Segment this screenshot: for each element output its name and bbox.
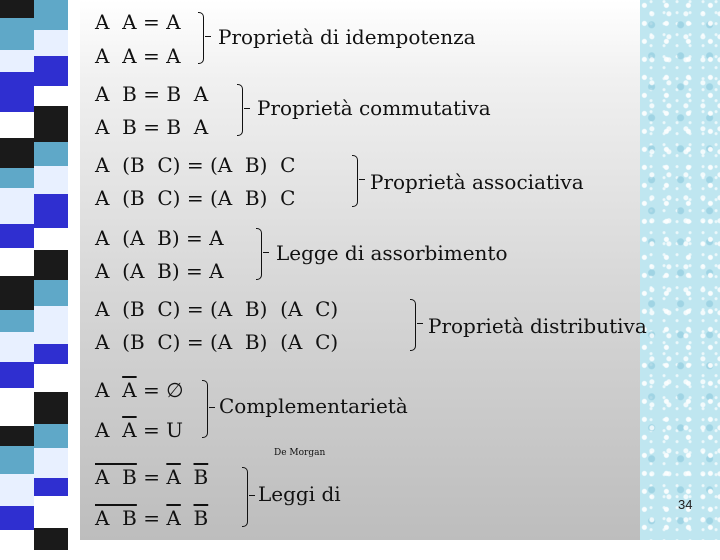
complement-expression: A B [95, 465, 137, 489]
formula-line [95, 418, 183, 442]
stripe-tile [34, 0, 68, 30]
stripe-tile [0, 426, 34, 446]
stripe-tile [34, 448, 68, 478]
complement-set: $\overline{A}$ [166, 506, 181, 530]
stripe-tile [0, 168, 34, 188]
brace-tip [209, 407, 215, 408]
stripe-tile [34, 280, 68, 306]
stripe-tile [34, 86, 68, 106]
formula-line: A A = A [95, 44, 181, 68]
complement-set: $\overline{B}$ [193, 465, 209, 489]
stripe-tile [34, 344, 68, 364]
formula-op [181, 465, 194, 489]
decorative-right-panel [640, 0, 720, 540]
stripe-tile [34, 478, 68, 496]
property-label: Proprietà di idempotenza [218, 25, 476, 49]
stripe-tile [34, 496, 68, 528]
formula-line: A B = B A [95, 82, 209, 106]
stripe-tile [0, 188, 34, 224]
formula-line: A (A B) = A [95, 226, 224, 250]
stripe-tile [34, 250, 68, 280]
complement-set: $\overline{A}$ [122, 418, 137, 442]
formula-line: A A = A [95, 10, 181, 34]
stripe-tile [34, 56, 68, 86]
stripe-tile [0, 276, 34, 310]
stripe-tile [0, 530, 34, 560]
stripe-tile [34, 30, 68, 56]
stripe-tile [34, 166, 68, 194]
formula-left: A [95, 418, 123, 442]
brace [237, 84, 243, 136]
complement-set: $\overline{B}$ [193, 506, 209, 530]
page-number: 34 [678, 497, 693, 512]
brace [202, 380, 208, 438]
brace-tip [205, 36, 211, 37]
brace [256, 228, 262, 280]
property-label: Legge di assorbimento [276, 241, 508, 265]
stripe-tile [0, 388, 34, 426]
stripe-tile [34, 364, 68, 392]
stripe-tile [0, 332, 34, 362]
stripe-tile [34, 106, 68, 142]
decorative-stripe [0, 0, 68, 540]
formula-right: = ∅ [136, 378, 184, 402]
note-label: De Morgan [274, 448, 326, 458]
property-label: Proprietà commutativa [257, 96, 491, 120]
brace [198, 12, 204, 64]
stripe-tile [0, 138, 34, 168]
stripe-tile [0, 446, 34, 474]
brace-tip [417, 323, 423, 324]
formula-line: A (B C) = (A B) C [95, 186, 296, 210]
stripe-tile [34, 424, 68, 448]
brace-tip [244, 108, 250, 109]
formula-op [181, 506, 194, 530]
stripe-tile [0, 506, 34, 530]
formula-line [95, 465, 208, 489]
stripe-tile [34, 142, 68, 166]
stripe-tile [34, 392, 68, 424]
stripe-tile [0, 18, 34, 50]
property-label: Proprietà distributiva [428, 314, 647, 338]
stripe-tile [0, 474, 34, 506]
complement-expression: A B [95, 506, 137, 530]
brace-tip [263, 252, 269, 253]
stripe-tile [0, 362, 34, 388]
formula-right: = U [136, 418, 183, 442]
stripe-tile [0, 112, 34, 138]
formula-line: A (A B) = A [95, 259, 224, 283]
formula-line: A (B C) = (A B) (A C) [95, 297, 339, 321]
formula-line [95, 378, 184, 402]
stripe-tile [34, 306, 68, 344]
stripe-tile [0, 224, 34, 248]
brace-tip [359, 179, 365, 180]
brace-tip [249, 495, 255, 496]
complement-set: $\overline{A}$ [166, 465, 181, 489]
stripe-tile [34, 194, 68, 228]
divider [68, 0, 80, 540]
property-label: Leggi di [258, 482, 341, 506]
formula-line: A (B C) = (A B) C [95, 153, 296, 177]
formula-line: A B = B A [95, 115, 209, 139]
stripe-tile [34, 228, 68, 250]
property-label: Proprietà associativa [370, 170, 584, 194]
stripe-tile [0, 72, 34, 112]
stripe-tile [0, 248, 34, 276]
stripe-tile [0, 310, 34, 332]
stripe-tile [0, 50, 34, 72]
formula-line: A (B C) = (A B) (A C) [95, 330, 339, 354]
formula-line [95, 506, 208, 530]
stripe-tile [0, 0, 34, 18]
complement-set: $\overline{A}$ [122, 378, 137, 402]
brace [352, 155, 358, 207]
formula-mid: = [136, 465, 167, 489]
brace [242, 467, 248, 527]
formula-mid: = [136, 506, 167, 530]
formula-left: A [95, 378, 123, 402]
property-label: Complementarietà [219, 394, 408, 418]
stripe-tile [34, 528, 68, 550]
brace [410, 299, 416, 351]
